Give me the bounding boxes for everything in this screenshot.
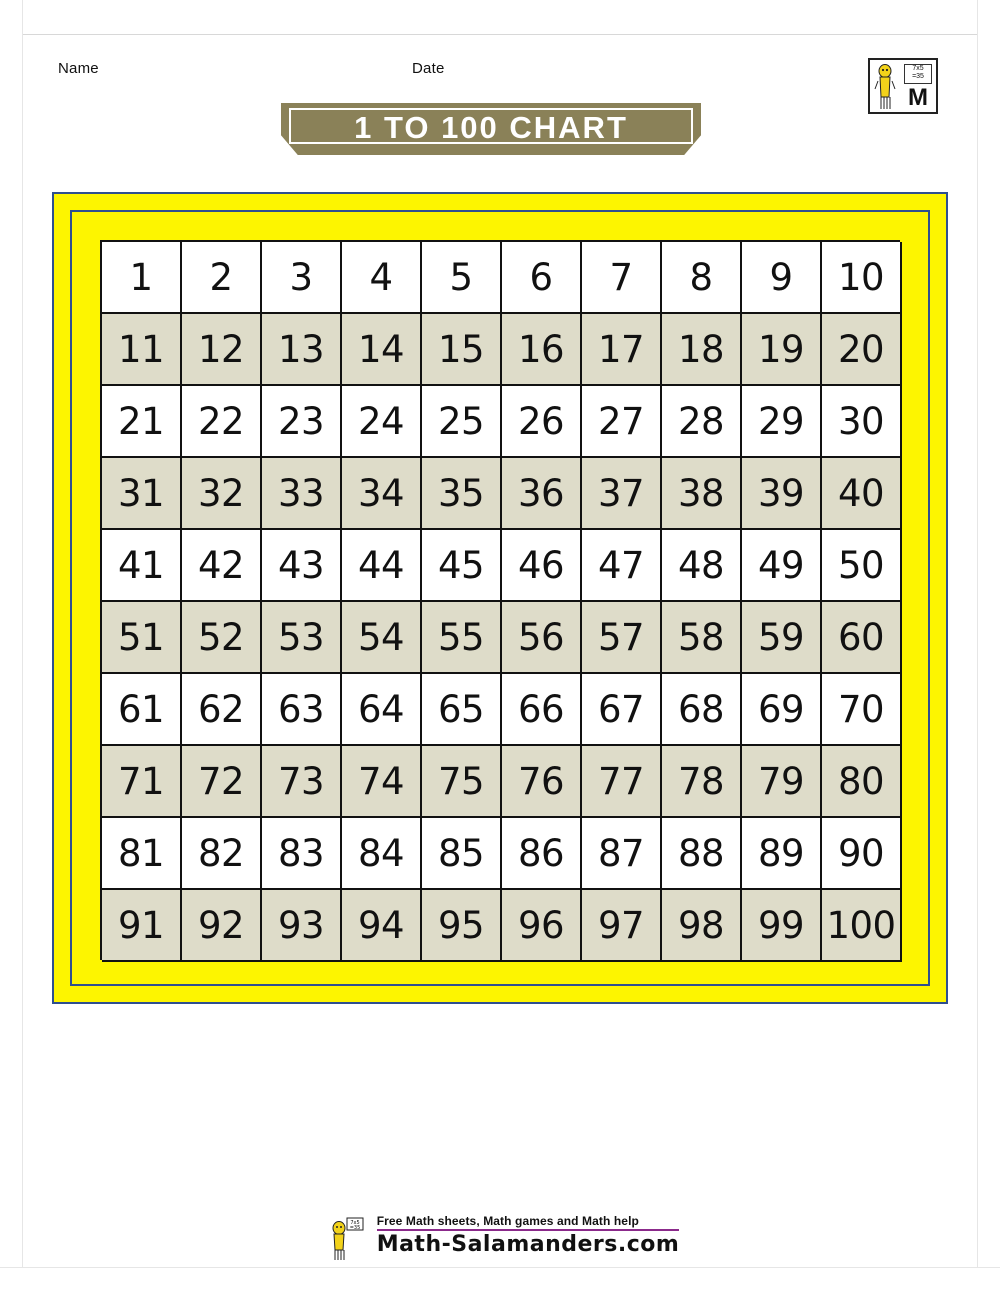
chart-cell: 27 [582,386,662,458]
chart-cell: 1 [102,242,182,314]
chart-cell: 65 [422,674,502,746]
title-banner [281,103,701,155]
chart-cell: 14 [342,314,422,386]
page-edge-top [0,0,1000,35]
chart-cell: 88 [662,818,742,890]
chart-cell: 100 [822,890,902,962]
chart-cell: 24 [342,386,422,458]
multiplication-card-icon [904,64,932,84]
chart-cell: 47 [582,530,662,602]
chart-cell: 22 [182,386,262,458]
logo-card-line1: 7x5 [912,65,924,72]
chart-cell: 92 [182,890,262,962]
chart-cell: 59 [742,602,822,674]
chart-cell: 52 [182,602,262,674]
svg-text:7x5: 7x5 [350,1220,360,1226]
chart-cell: 69 [742,674,822,746]
chart-cell: 91 [102,890,182,962]
chart-cell: 18 [662,314,742,386]
chart-cell: 82 [182,818,262,890]
chart-cell: 29 [742,386,822,458]
chart-cell: 20 [822,314,902,386]
chart-cell: 63 [262,674,342,746]
chart-cell: 21 [102,386,182,458]
chart-cell: 38 [662,458,742,530]
chart-cell: 44 [342,530,422,602]
logo-card-line2: =35 [912,73,924,80]
chart-cell: 11 [102,314,182,386]
chart-cell: 45 [422,530,502,602]
chart-cell: 23 [262,386,342,458]
chart-cell: 97 [582,890,662,962]
chart-cell: 12 [182,314,262,386]
chart-cell: 61 [102,674,182,746]
chart-cell: 3 [262,242,342,314]
chart-cell: 33 [262,458,342,530]
chart-cell: 87 [582,818,662,890]
chart-cell: 5 [422,242,502,314]
chart-cell: 48 [662,530,742,602]
chart-cell: 41 [102,530,182,602]
chart-cell: 15 [422,314,502,386]
chart-cell: 13 [262,314,342,386]
chart-cell: 96 [502,890,582,962]
chart-cell: 90 [822,818,902,890]
chart-cell: 37 [582,458,662,530]
chart-cell: 94 [342,890,422,962]
chart-cell: 57 [582,602,662,674]
page-edge-bottom [0,1267,1000,1294]
chart-cell: 19 [742,314,822,386]
chart-cell: 34 [342,458,422,530]
chart-cell: 85 [422,818,502,890]
salamander-footer-icon [329,1216,369,1262]
chart-cell: 39 [742,458,822,530]
chart-cell: 36 [502,458,582,530]
chart-cell: 6 [502,242,582,314]
chart-cell: 64 [342,674,422,746]
chart-cell: 70 [822,674,902,746]
date-label: Date [412,60,445,77]
name-label: Name [58,60,99,77]
footer-branding [321,1214,680,1257]
chart-cell: 46 [502,530,582,602]
chart-cell: 78 [662,746,742,818]
salamander-figure-icon [874,63,896,111]
chart-cell: 55 [422,602,502,674]
chart-cell: 81 [102,818,182,890]
page-title: 1 TO 100 CHART [354,110,628,145]
footer [0,1214,1000,1257]
chart-cell: 28 [662,386,742,458]
chart-cell: 51 [102,602,182,674]
page-edge-right [977,0,1000,1294]
chart-cell: 56 [502,602,582,674]
footer-divider [377,1229,680,1231]
chart-cell: 50 [822,530,902,602]
chart-cell: 95 [422,890,502,962]
hundred-chart-grid [100,240,900,960]
chart-cell: 9 [742,242,822,314]
chart-cell: 71 [102,746,182,818]
footer-tagline: Free Math sheets, Math games and Math help [376,1214,639,1228]
footer-site-name: Math-Salamanders.com [376,1232,680,1257]
chart-cell: 67 [582,674,662,746]
chart-cell: 2 [182,242,262,314]
chart-cell: 73 [262,746,342,818]
chart-cell: 58 [662,602,742,674]
chart-cell: 77 [582,746,662,818]
svg-text:=35: =35 [349,1225,360,1231]
chart-cell: 79 [742,746,822,818]
chart-cell: 80 [822,746,902,818]
chart-cell: 93 [262,890,342,962]
chart-cell: 26 [502,386,582,458]
chart-cell: 7 [582,242,662,314]
chart-cell: 54 [342,602,422,674]
chart-cell: 98 [662,890,742,962]
chart-cell: 86 [502,818,582,890]
chart-cell: 66 [502,674,582,746]
page-edge-left [0,0,23,1294]
chart-cell: 89 [742,818,822,890]
chart-cell: 42 [182,530,262,602]
chart-cell: 68 [662,674,742,746]
chart-cell: 30 [822,386,902,458]
chart-cell: 60 [822,602,902,674]
chart-cell: 76 [502,746,582,818]
chart-cell: 99 [742,890,822,962]
chart-cell: 53 [262,602,342,674]
chart-cell: 75 [422,746,502,818]
chart-cell: 72 [182,746,262,818]
chart-cell: 43 [262,530,342,602]
logo-letter-m: M [908,84,928,111]
chart-cell: 8 [662,242,742,314]
chart-cell: 31 [102,458,182,530]
chart-cell: 83 [262,818,342,890]
chart-cell: 62 [182,674,262,746]
chart-cell: 17 [582,314,662,386]
chart-cell: 25 [422,386,502,458]
chart-cell: 74 [342,746,422,818]
chart-cell: 10 [822,242,902,314]
salamander-logo-icon [868,58,938,114]
chart-cell: 49 [742,530,822,602]
chart-cell: 84 [342,818,422,890]
chart-cell: 40 [822,458,902,530]
chart-cell: 32 [182,458,262,530]
chart-cell: 4 [342,242,422,314]
chart-cell: 35 [422,458,502,530]
chart-cell: 16 [502,314,582,386]
